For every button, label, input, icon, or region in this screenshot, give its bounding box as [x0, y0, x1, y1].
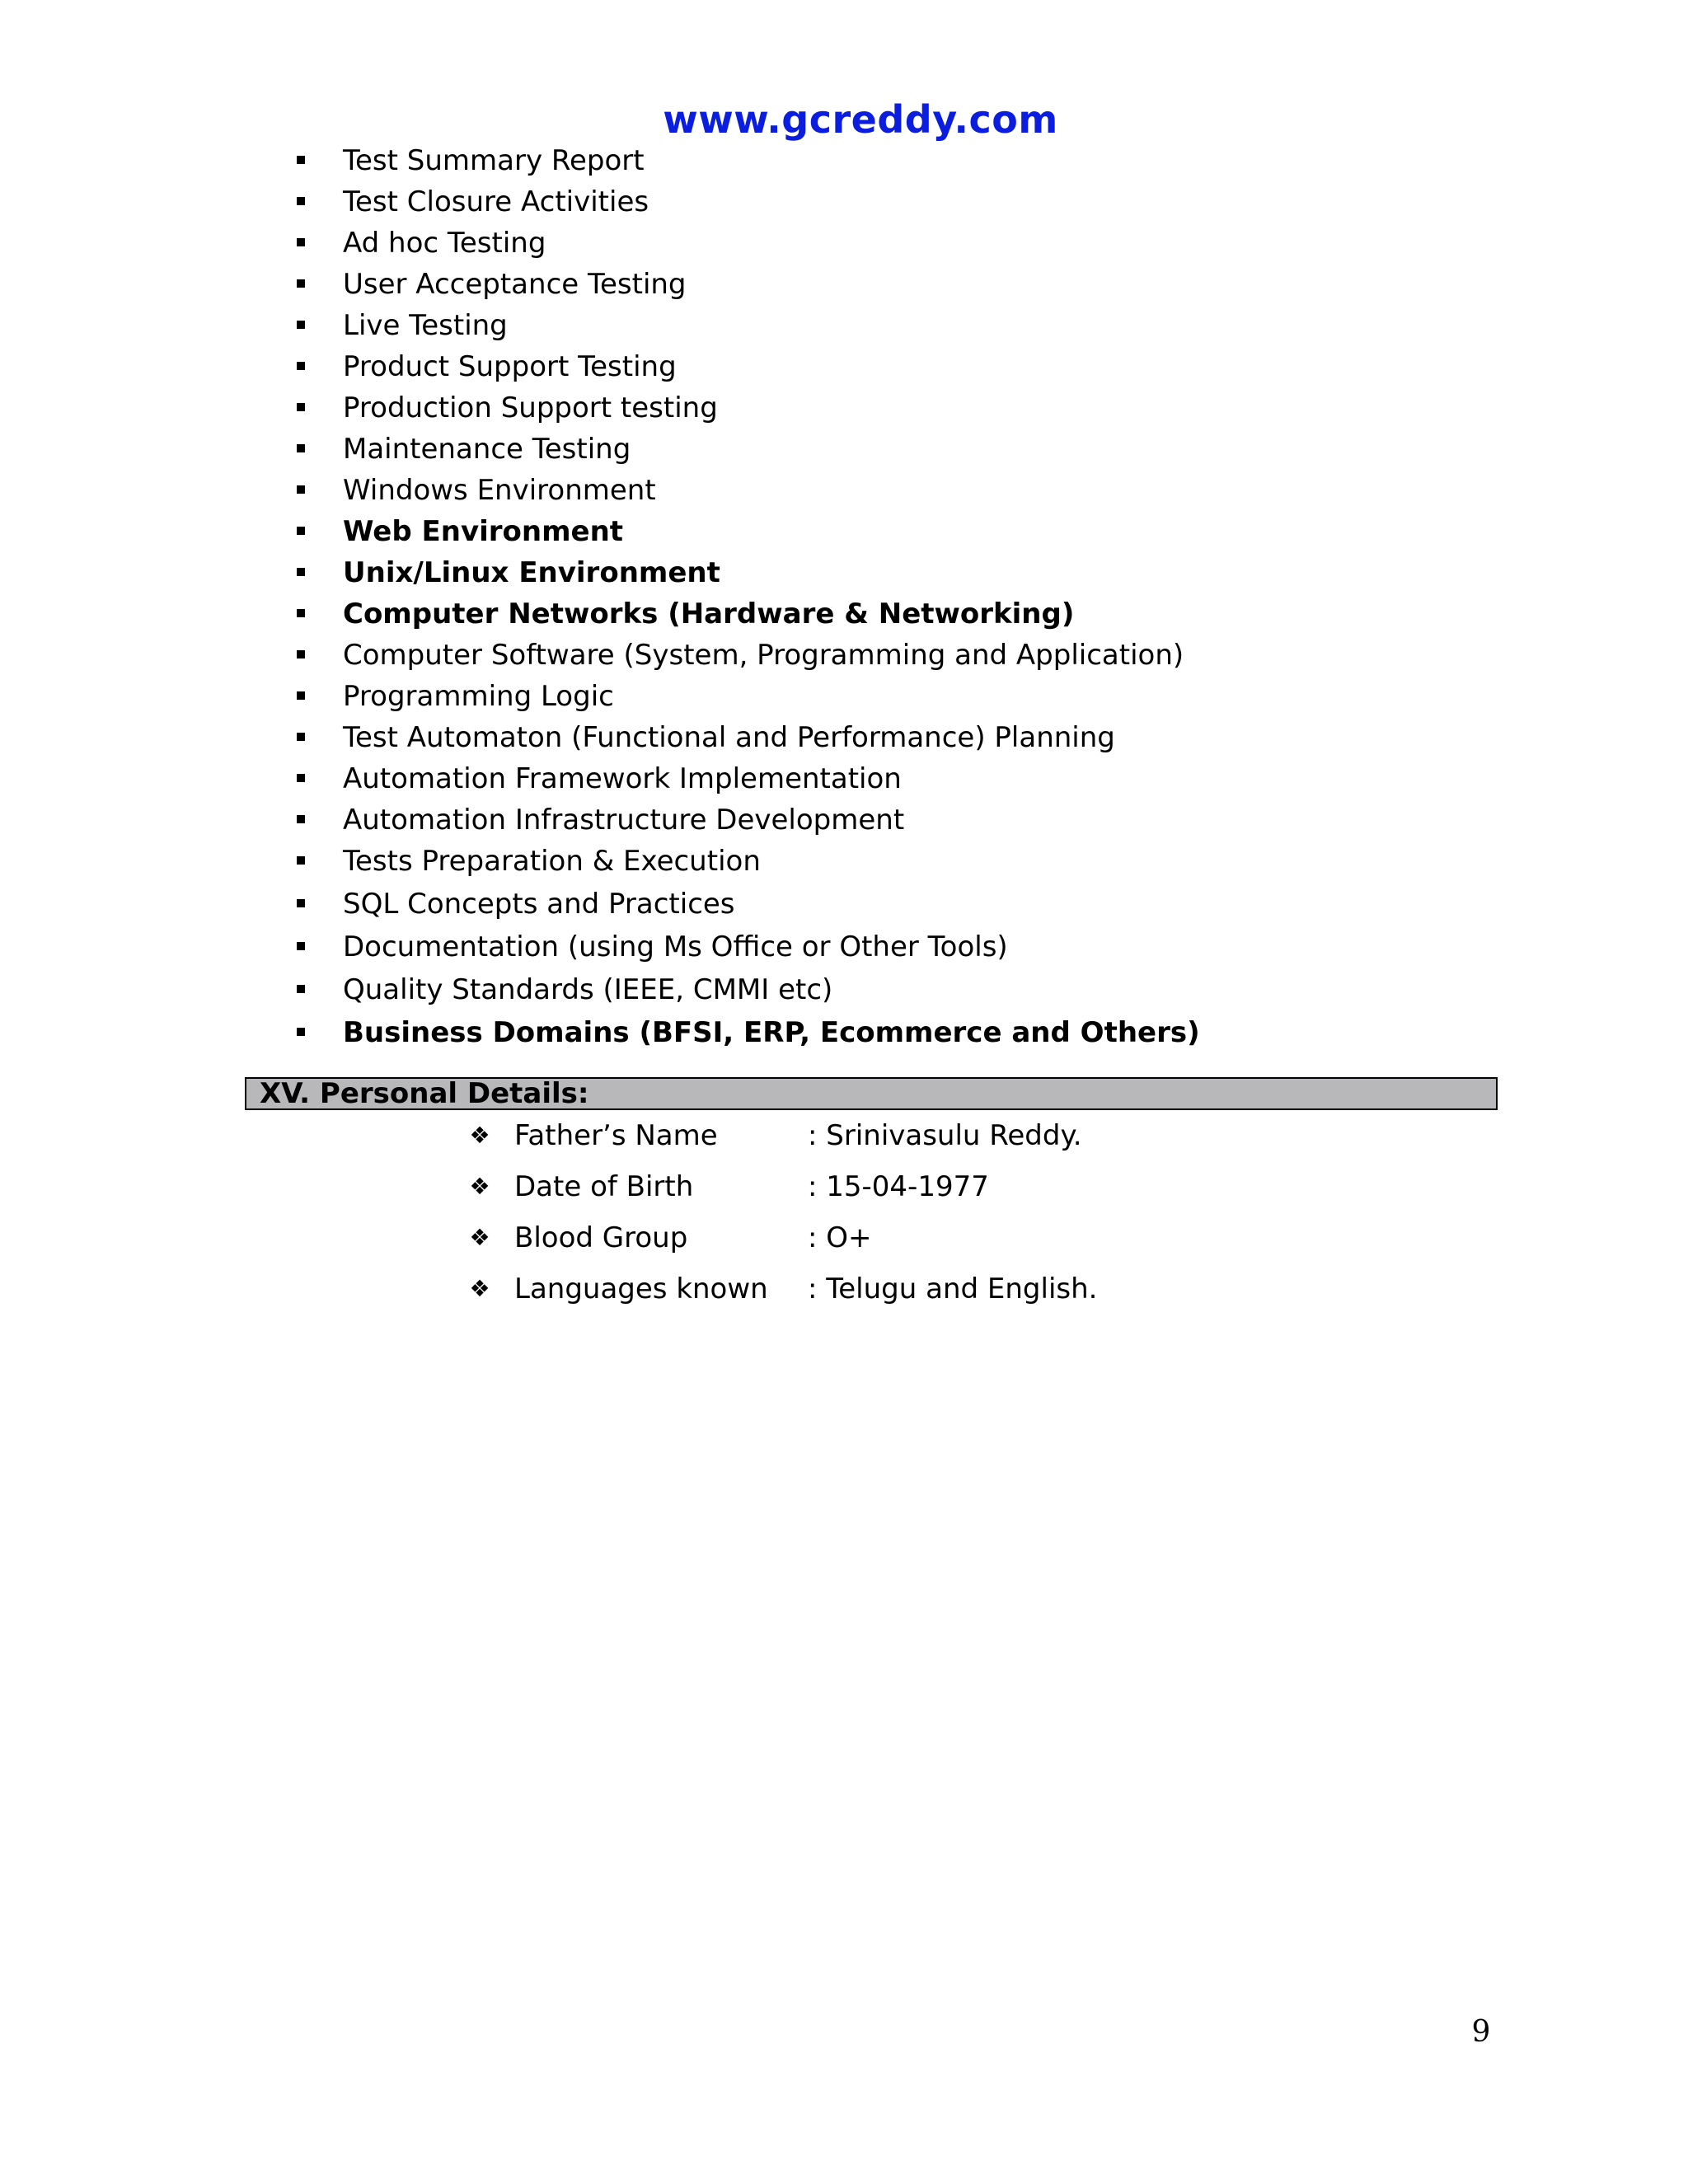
square-bullet-icon	[297, 691, 305, 700]
list-item-text: Maintenance Testing	[343, 433, 631, 466]
square-bullet-icon	[297, 197, 305, 205]
square-bullet-icon	[297, 899, 305, 907]
list-item-text: Programming Logic	[343, 680, 614, 713]
square-bullet-icon	[297, 650, 305, 658]
detail-label: Father’s Name	[514, 1119, 718, 1152]
list-item	[293, 799, 1200, 841]
square-bullet-icon	[297, 238, 305, 246]
four-diamond-icon: ❖	[469, 1173, 490, 1200]
list-item-text: Windows Environment	[343, 474, 656, 507]
page-number: 9	[1471, 2015, 1491, 2049]
list-item	[293, 1012, 1200, 1053]
square-bullet-icon	[297, 527, 305, 535]
skills-list	[293, 140, 1200, 1053]
list-item-text: Unix/Linux Environment	[343, 556, 720, 589]
list-item-text: Ad hoc Testing	[343, 227, 546, 260]
list-item-text: User Acceptance Testing	[343, 268, 687, 301]
detail-label: Languages known	[514, 1272, 768, 1305]
square-bullet-icon	[297, 985, 305, 993]
list-item-text: Test Closure Activities	[343, 185, 649, 218]
list-item	[293, 552, 1200, 593]
square-bullet-icon	[297, 403, 305, 411]
detail-value: : Telugu and English.	[808, 1272, 1098, 1305]
list-item-text: Documentation (using Ms Office or Other Tools)	[343, 930, 1008, 963]
detail-value: : Srinivasulu Reddy.	[808, 1119, 1082, 1152]
list-item-text: Test Automaton (Functional and Performance) Planning	[343, 721, 1115, 754]
square-bullet-icon	[297, 733, 305, 741]
list-item	[293, 758, 1200, 799]
square-bullet-icon	[297, 156, 305, 164]
list-item	[293, 140, 1200, 181]
list-item-text: SQL Concepts and Practices	[343, 888, 735, 921]
list-item-text: Production Support testing	[343, 391, 718, 424]
list-item	[293, 470, 1200, 511]
list-item	[293, 429, 1200, 470]
list-item	[293, 223, 1200, 264]
square-bullet-icon	[297, 444, 305, 452]
section-header-personal-details: XV. Personal Details:	[245, 1077, 1498, 1110]
square-bullet-icon	[297, 774, 305, 782]
four-diamond-icon: ❖	[469, 1224, 490, 1251]
list-item	[293, 676, 1200, 717]
list-item	[293, 883, 1200, 925]
list-item-text: Business Domains (BFSI, ERP, Ecommerce and Others)	[343, 1016, 1200, 1049]
list-item-text: Tests Preparation & Execution	[343, 845, 761, 878]
list-item-text: Computer Networks (Hardware & Networking)	[343, 598, 1075, 630]
list-item-text: Automation Infrastructure Development	[343, 804, 905, 837]
list-item	[293, 346, 1200, 387]
square-bullet-icon	[297, 279, 305, 288]
square-bullet-icon	[297, 815, 305, 823]
list-item-text: Product Support Testing	[343, 350, 677, 383]
list-item	[293, 181, 1200, 223]
list-item	[293, 717, 1200, 758]
square-bullet-icon	[297, 856, 305, 865]
list-item	[293, 841, 1200, 882]
list-item	[293, 635, 1200, 676]
detail-value: : O+	[808, 1221, 872, 1254]
detail-value: : 15-04-1977	[808, 1170, 989, 1203]
list-item	[293, 305, 1200, 346]
list-item-text: Quality Standards (IEEE, CMMI etc)	[343, 973, 833, 1006]
square-bullet-icon	[297, 321, 305, 329]
list-item	[293, 511, 1200, 552]
list-item-text: Web Environment	[343, 515, 624, 548]
list-item-text: Test Summary Report	[343, 144, 645, 177]
list-item	[293, 387, 1200, 429]
four-diamond-icon: ❖	[469, 1275, 490, 1302]
list-item-text: Live Testing	[343, 309, 508, 342]
list-item	[293, 593, 1200, 635]
square-bullet-icon	[297, 485, 305, 494]
list-item	[293, 926, 1200, 968]
list-item-text: Automation Framework Implementation	[343, 762, 902, 795]
list-item	[293, 264, 1200, 305]
list-item	[293, 969, 1200, 1010]
detail-label: Blood Group	[514, 1221, 688, 1254]
square-bullet-icon	[297, 1028, 305, 1036]
square-bullet-icon	[297, 609, 305, 617]
square-bullet-icon	[297, 362, 305, 370]
site-link[interactable]: www.gcreddy.com	[663, 97, 1058, 142]
four-diamond-icon: ❖	[469, 1122, 490, 1149]
square-bullet-icon	[297, 568, 305, 576]
detail-label: Date of Birth	[514, 1170, 694, 1203]
square-bullet-icon	[297, 942, 305, 950]
list-item-text: Computer Software (System, Programming and Application)	[343, 639, 1184, 672]
